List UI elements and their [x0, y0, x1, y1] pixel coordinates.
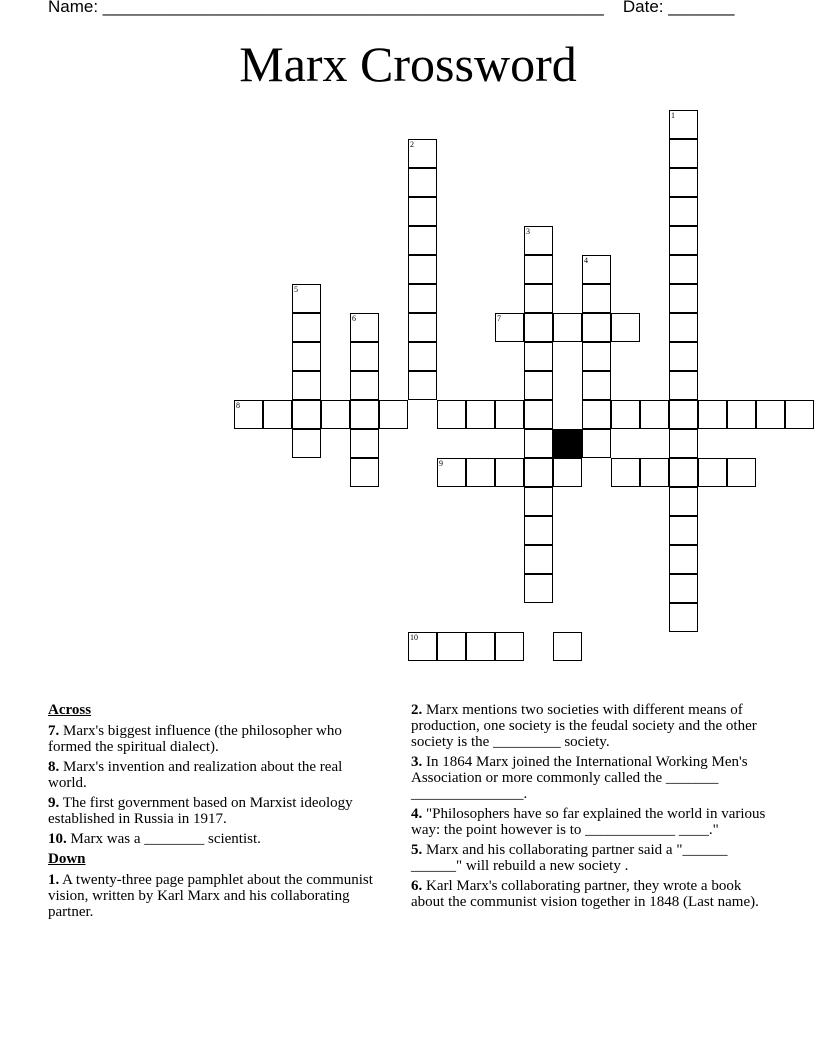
across-heading: Across	[48, 702, 92, 718]
crossword-cell[interactable]	[495, 458, 524, 487]
crossword-cell[interactable]	[524, 313, 553, 342]
crossword-cell[interactable]	[408, 313, 437, 342]
crossword-cell[interactable]	[350, 342, 379, 371]
crossword-cell[interactable]	[669, 516, 698, 545]
clue-number: 10.	[48, 831, 67, 847]
clue-number-label: 6	[352, 314, 356, 323]
clue-number-label: 3	[526, 227, 530, 236]
across-clue-7	[48, 723, 383, 755]
clues-left-column	[48, 702, 383, 924]
crossword-cell[interactable]	[321, 400, 350, 429]
crossword-cell[interactable]	[408, 284, 437, 313]
clue-number-label: 8	[236, 401, 240, 410]
crossword-cell-3[interactable]	[524, 226, 553, 255]
crossword-cell[interactable]	[669, 313, 698, 342]
crossword-cell[interactable]	[582, 400, 611, 429]
clue-text: Marx was a ________ scientist.	[66, 831, 261, 847]
clue-number: 6.	[411, 878, 423, 894]
clue-number-label: 10	[410, 633, 418, 642]
crossword-cell-10[interactable]	[408, 632, 437, 661]
crossword-cell[interactable]	[669, 371, 698, 400]
clue-number-label: 5	[294, 285, 298, 294]
crossword-cell[interactable]	[640, 400, 669, 429]
crossword-cell[interactable]	[582, 284, 611, 313]
crossword-cell[interactable]	[524, 516, 553, 545]
crossword-cell[interactable]	[292, 313, 321, 342]
crossword-black-cell	[553, 429, 582, 458]
clue-number-label: 7	[497, 314, 501, 323]
clue-number-label: 4	[584, 256, 588, 265]
crossword-cell[interactable]	[292, 400, 321, 429]
clue-text: A twenty-three page pamphlet about the communist vision, written by Karl Marx and his collaborating partner.	[48, 872, 373, 920]
crossword-cell[interactable]	[437, 400, 466, 429]
crossword-cell[interactable]	[669, 429, 698, 458]
page-title: Marx Crossword	[239, 36, 577, 92]
crossword-cell-7[interactable]	[495, 313, 524, 342]
crossword-cell[interactable]	[495, 632, 524, 661]
clue-number: 5.	[411, 842, 423, 858]
crossword-cell[interactable]	[292, 371, 321, 400]
crossword-cell[interactable]	[350, 400, 379, 429]
clue-number: 2.	[411, 702, 423, 718]
clue-number-label: 1	[671, 111, 675, 120]
crossword-cell[interactable]	[379, 400, 408, 429]
across-clue-9	[48, 795, 383, 827]
crossword-cell[interactable]	[408, 168, 437, 197]
clue-text: Marx's biggest influence (the philosopher who formed the spiritual dialect).	[48, 723, 342, 755]
down-clue-4	[411, 806, 776, 838]
clue-number: 3.	[411, 754, 423, 770]
crossword-cell[interactable]	[292, 429, 321, 458]
crossword-cell[interactable]	[669, 139, 698, 168]
down-clue-5	[411, 842, 776, 874]
down-clue-3	[411, 754, 776, 802]
crossword-cell-4[interactable]	[582, 255, 611, 284]
clue-number: 8.	[48, 759, 60, 775]
crossword-cell[interactable]	[350, 458, 379, 487]
crossword-cell[interactable]	[785, 400, 814, 429]
crossword-cell[interactable]	[292, 342, 321, 371]
across-clue-8	[48, 759, 383, 791]
crossword-cell[interactable]	[524, 255, 553, 284]
crossword-cell[interactable]	[582, 313, 611, 342]
crossword-cell[interactable]	[727, 400, 756, 429]
crossword-cell[interactable]	[408, 255, 437, 284]
crossword-cell[interactable]	[669, 342, 698, 371]
crossword-cell[interactable]	[756, 400, 785, 429]
down-clue-6	[411, 878, 776, 910]
crossword-cell[interactable]	[466, 458, 495, 487]
crossword-cell-5[interactable]	[292, 284, 321, 313]
clue-number: 4.	[411, 806, 423, 822]
crossword-cell[interactable]	[437, 632, 466, 661]
across-clue-10	[48, 831, 383, 847]
crossword-cell[interactable]	[408, 226, 437, 255]
crossword-cell[interactable]	[408, 342, 437, 371]
down-clue-2	[411, 702, 776, 750]
crossword-cell[interactable]	[524, 458, 553, 487]
clue-text: Marx and his collaborating partner said a "______ ______" will rebuild a new society .	[411, 842, 728, 874]
crossword-cell[interactable]	[350, 371, 379, 400]
crossword-cell[interactable]	[669, 400, 698, 429]
crossword-cell-6[interactable]	[350, 313, 379, 342]
crossword-cell[interactable]	[408, 371, 437, 400]
down-heading: Down	[48, 851, 86, 867]
clue-text: The first government based on Marxist ideology established in Russia in 1917.	[48, 795, 353, 827]
down-clue-1	[48, 872, 383, 920]
date-field-label: Date: _______	[622, 0, 735, 16]
clue-text: "Philosophers have so far explained the world in various way: the point however is to ____________ ____."	[411, 806, 766, 838]
crossword-cell[interactable]	[495, 400, 524, 429]
crossword-cell[interactable]	[669, 603, 698, 632]
crossword-cell[interactable]	[263, 400, 292, 429]
clue-number: 7.	[48, 723, 60, 739]
crossword-cell[interactable]	[669, 197, 698, 226]
crossword-cell[interactable]	[698, 458, 727, 487]
crossword-cell[interactable]	[669, 458, 698, 487]
clue-text: In 1864 Marx joined the International Working Men's Association or more commonly called the _______ _______________.	[411, 754, 748, 802]
crossword-cell[interactable]	[669, 226, 698, 255]
crossword-cell[interactable]	[466, 632, 495, 661]
crossword-cell-8[interactable]	[234, 400, 263, 429]
crossword-cell[interactable]	[669, 574, 698, 603]
clue-text: Marx's invention and realization about the real world.	[48, 759, 343, 791]
clue-text: Marx mentions two societies with different means of production, one society is the feudal society and the other society is the _________ society.	[411, 702, 757, 750]
clue-number: 1.	[48, 872, 60, 888]
name-field-label: Name: _____________________________________________________	[48, 0, 604, 16]
clue-text: Karl Marx's collaborating partner, they wrote a book about the communist vision together in 1848 (Last name).	[411, 878, 759, 910]
crossword-cell[interactable]	[524, 342, 553, 371]
crossword-cell[interactable]	[524, 545, 553, 574]
crossword-cell[interactable]	[524, 574, 553, 603]
clue-number-label: 2	[410, 140, 414, 149]
crossword-cell-2[interactable]	[408, 139, 437, 168]
crossword-cell[interactable]	[524, 284, 553, 313]
crossword-cell-9[interactable]	[437, 458, 466, 487]
crossword-cell[interactable]	[611, 400, 640, 429]
crossword-cell[interactable]	[350, 429, 379, 458]
crossword-cell[interactable]	[698, 400, 727, 429]
clue-number: 9.	[48, 795, 60, 811]
clue-number-label: 9	[439, 459, 443, 468]
crossword-cell[interactable]	[669, 545, 698, 574]
crossword-cell[interactable]	[524, 429, 553, 458]
crossword-cell[interactable]	[582, 429, 611, 458]
clues-right-column	[411, 702, 776, 914]
crossword-cell[interactable]	[669, 255, 698, 284]
crossword-cell[interactable]	[669, 284, 698, 313]
crossword-cell[interactable]	[640, 458, 669, 487]
crossword-cell[interactable]	[669, 168, 698, 197]
crossword-cell[interactable]	[524, 400, 553, 429]
crossword-cell[interactable]	[524, 371, 553, 400]
crossword-cell[interactable]	[582, 371, 611, 400]
crossword-cell[interactable]	[553, 632, 582, 661]
crossword-cell-1[interactable]	[669, 110, 698, 139]
crossword-cell[interactable]	[727, 458, 756, 487]
crossword-cell[interactable]	[669, 487, 698, 516]
crossword-cell[interactable]	[466, 400, 495, 429]
crossword-cell[interactable]	[524, 487, 553, 516]
crossword-cell[interactable]	[582, 342, 611, 371]
crossword-cell[interactable]	[408, 197, 437, 226]
crossword-cell[interactable]	[553, 313, 582, 342]
crossword-cell[interactable]	[611, 458, 640, 487]
crossword-cell[interactable]	[553, 458, 582, 487]
crossword-cell[interactable]	[611, 313, 640, 342]
